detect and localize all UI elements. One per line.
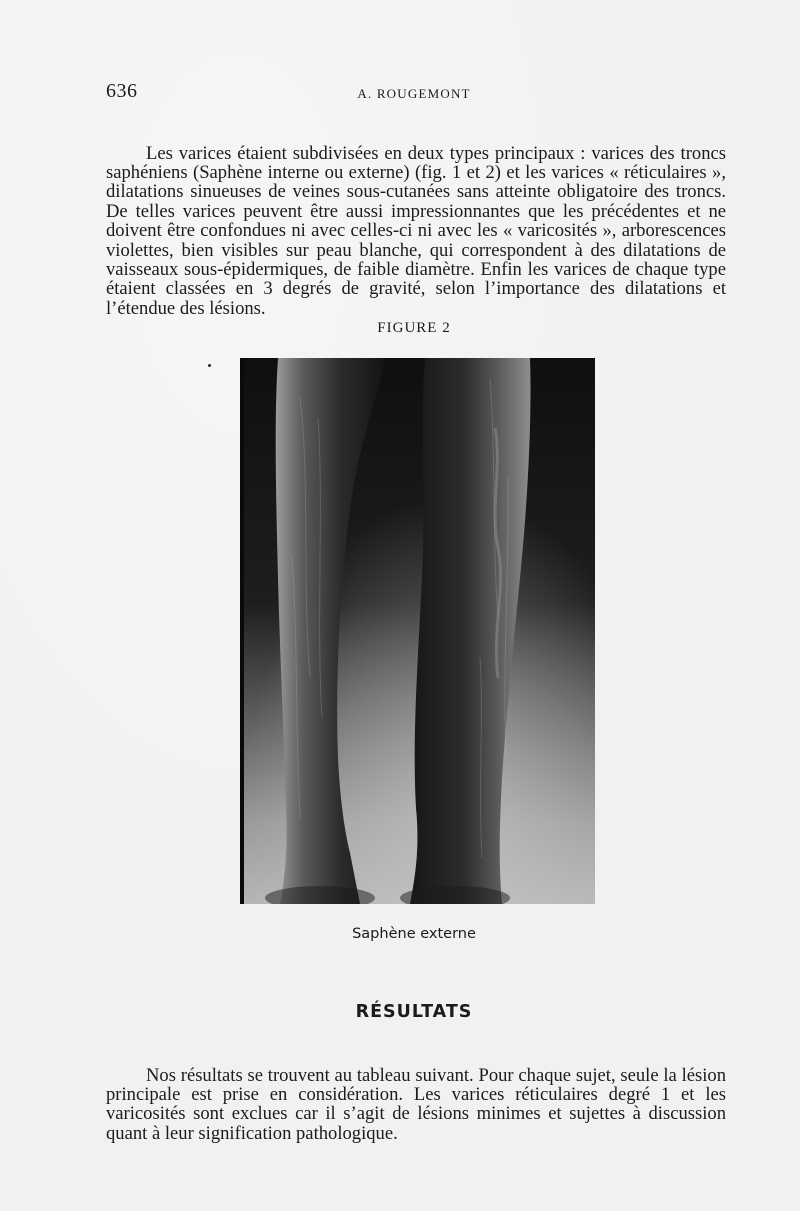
section-heading: RÉSULTATS (355, 1002, 473, 1022)
figure-photograph-legs (240, 358, 595, 904)
body-paragraph-1: Les varices étaient subdivisées en deux types principaux : varices des troncs saphéniens (Saphène interne ou externe) (fig. 1 et 2) et les varices « réticulaires », dilatations sinueuses de veines sous-cutanées sans atteinte obligatoire des troncs. De telles varices peuvent être aussi impressionnantes que les précédentes et ne doivent être confondues ni avec celles-ci ni avec les « varicosités », arborescences violettes, bien visibles sur peau blanche, qui correspondent à des dilatations de vaisseaux sous-épidermiques, de faible diamètre. Enfin les varices de chaque type étaient classées en 3 degrés de gravité, selon l’importance des dilatations et l’étendue des lésions. (106, 142, 726, 319)
print-speck (208, 364, 211, 367)
body-paragraph-2: Nos résultats se trouvent au tableau suivant. Pour chaque sujet, seule la lésion principale est prise en considération. Les varices réticulaires degré 1 et les varicosités sont exclues car il s’agit de lésions minimes et sujettes à discussion quant à leur signification pathologique. (106, 1064, 726, 1144)
running-head: A. ROUGEMONT (357, 86, 471, 101)
figure-caption: Saphène externe (352, 926, 476, 942)
page-number: 636 (106, 80, 138, 102)
figure-label: FIGURE 2 (377, 320, 451, 336)
